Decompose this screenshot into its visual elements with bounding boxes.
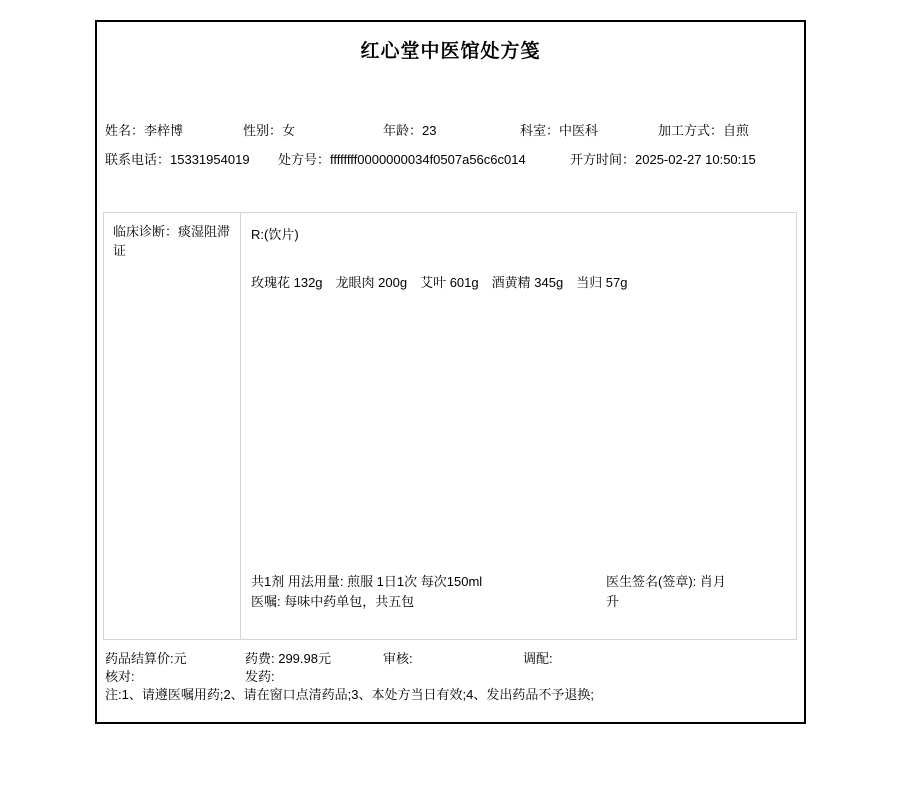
prescription-sheet	[95, 20, 806, 724]
herb-item: 龙眼肉 200g	[335, 275, 408, 290]
dispense-label: 发药:	[245, 669, 275, 684]
prescription-number-field	[278, 152, 526, 168]
diagnosis-label: 临床诊断：	[113, 224, 179, 239]
field-value: 自煎	[723, 123, 750, 138]
patient-gender-field	[243, 123, 295, 139]
doctor-advice-line: 医嘱: 每味中药单包，共五包	[251, 594, 415, 609]
field-value: 23	[422, 123, 437, 138]
prescription-body-box	[103, 212, 797, 640]
herbs-list	[251, 274, 786, 291]
usage-block	[251, 572, 606, 612]
patient-age-field	[383, 123, 436, 139]
field-value: 中医科	[559, 123, 599, 138]
usage-line: 共1剂 用法用量: 煎服 1日1次 每次150ml	[251, 574, 483, 589]
prescription-content-cell	[241, 213, 796, 639]
field-label: 性别：	[243, 123, 283, 138]
prescription-time-field	[570, 152, 756, 168]
field-label: 姓名：	[105, 123, 145, 138]
field-label: 科室：	[520, 123, 560, 138]
field-label: 处方号：	[278, 152, 331, 167]
settle-price-label: 药品结算价:元	[105, 651, 187, 666]
field-label: 联系电话：	[105, 152, 171, 167]
clinical-diagnosis-cell	[104, 213, 241, 639]
patient-name-field	[105, 123, 183, 139]
field-value: 女	[282, 123, 296, 138]
department-field	[520, 123, 598, 139]
usage-and-signature-row	[251, 572, 786, 612]
page-title: 红心堂中医馆处方笺	[360, 41, 541, 62]
note-line: 注:1、请遵医嘱用药;2、请在窗口点清药品;3、本处方当日有效;4、发出药品不予退换;	[105, 687, 594, 702]
doctor-signature: 医生签名(签章): 肖月升	[606, 574, 726, 609]
field-value: 李梓博	[144, 123, 184, 138]
herb-item: 玫瑰花 132g	[251, 275, 323, 290]
review-label: 审核:	[383, 651, 413, 666]
field-value: 15331954019	[170, 152, 250, 167]
check-label: 核对:	[105, 669, 135, 684]
field-label: 开方时间：	[570, 152, 636, 167]
phone-field	[105, 152, 250, 168]
diagnosis-value: 痰湿阻滞证	[113, 224, 231, 258]
field-label: 加工方式：	[658, 123, 724, 138]
prepare-label: 调配:	[523, 651, 553, 666]
herb-item: 酒黄精 345g	[491, 275, 564, 290]
processing-method-field	[658, 123, 749, 139]
herb-item: 艾叶 601g	[420, 275, 479, 290]
field-label: 年龄：	[383, 123, 423, 138]
field-value: ffffffff0000000034f0507a56c6c014	[330, 152, 526, 167]
medicine-fee: 药费: 299.98元	[245, 651, 331, 666]
herb-item: 当归 57g	[576, 275, 628, 290]
field-value: 2025-02-27 10:50:15	[635, 152, 756, 167]
rx-header: R:(饮片)	[251, 227, 299, 242]
